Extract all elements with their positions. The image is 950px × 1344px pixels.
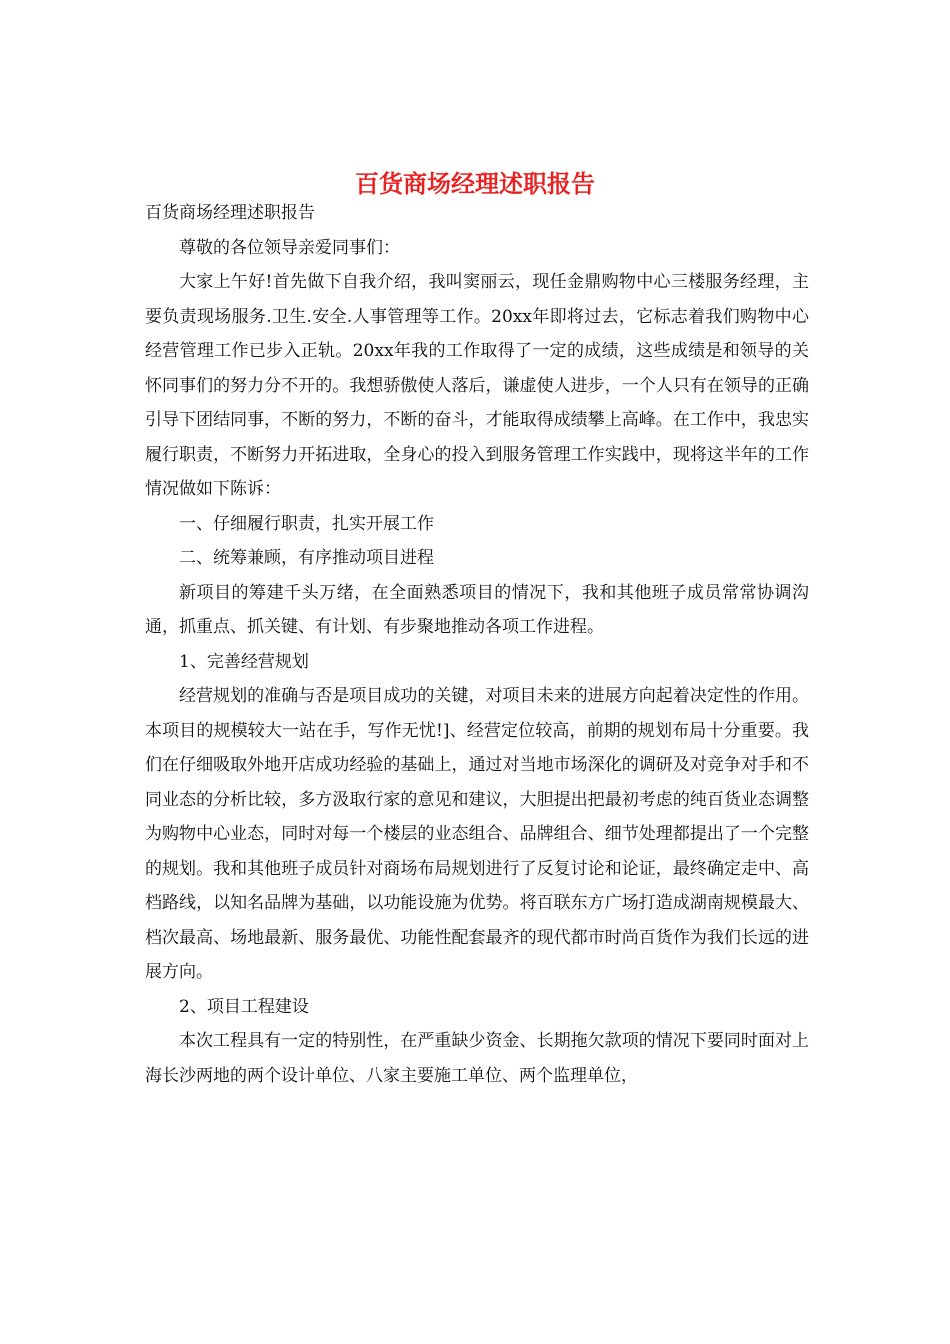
section-heading-2: 二、统筹兼顾，有序推动项目进程 — [179, 548, 434, 568]
document-title: 百货商场经理述职报告 — [355, 169, 595, 199]
subsection-1-paragraph: 经营规划的准确与否是项目成功的关键，对项目未来的进展方向起着决定性的作用。本项目的规模较大一站在手，写作无忧!]、经营定位较高，前期的规划布局十分重要。我们在仔细吸取外地开店成功经验的基础上，通过对当地市场深化的调研及对竞争对手和不同业态的分析比较，多方汲取行家的意见和建议，大胆提出把最初考虑的纯百货业态调整为购物中心业态，同时对每一个楼层的业态组合、品牌组合、细节处理都提出了一个完整的规划。我和其他班子成员针对商场布局规划进行了反复讨论和论证，最终确定走中、高档路线，以知名品牌为基础，以功能设施为优势。将百联东方广场打造成湖南规模最大、档次最高、场地最新、服务最优、功能性配套最齐的现代都市时尚百货作为我们长远的进展方向。 — [145, 686, 809, 982]
intro-paragraph: 大家上午好!首先做下自我介绍，我叫窦丽云，现任金鼎购物中心三楼服务经理，主要负责现场服务.卫生.安全.人事管理等工作。20xx年即将过去，它标志着我们购物中心经营管理工作已步入正轨。20xx年我的工作取得了一定的成绩，这些成绩是和领导的关怀同事们的努力分不开的。我想骄傲使人落后，谦虚使人进步，一个人只有在领导的正确引导下团结同事，不断的努力，不断的奋斗，才能取得成绩攀上高峰。在工作中，我忠实履行职责，不断努力开拓进取，全身心的投入到服务管理工作实践中，现将这半年的工作情况做如下陈诉： — [145, 272, 809, 499]
subsection-2-paragraph: 本次工程具有一定的特别性，在严重缺少资金、长期拖欠款项的情况下要同时面对上海长沙两地的两个设计单位、八家主要施工单位、两个监理单位， — [145, 1031, 809, 1086]
section-heading-1: 一、仔细履行职责，扎实开展工作 — [179, 513, 434, 534]
document-body — [145, 196, 809, 1093]
section-2-paragraph: 新项目的筹建千头万绪，在全面熟悉项目的情况下，我和其他班子成员常常协调沟通，抓重点、抓关键、有计划、有步聚地推动各项工作进程。 — [145, 582, 809, 637]
subsection-heading-2: 2、项目工程建设 — [179, 996, 309, 1017]
salutation: 尊敬的各位领导亲爱同事们： — [179, 237, 400, 258]
doc-subtitle: 百货商场经理述职报告 — [145, 203, 315, 223]
subsection-heading-1: 1、完善经营规划 — [179, 651, 309, 672]
